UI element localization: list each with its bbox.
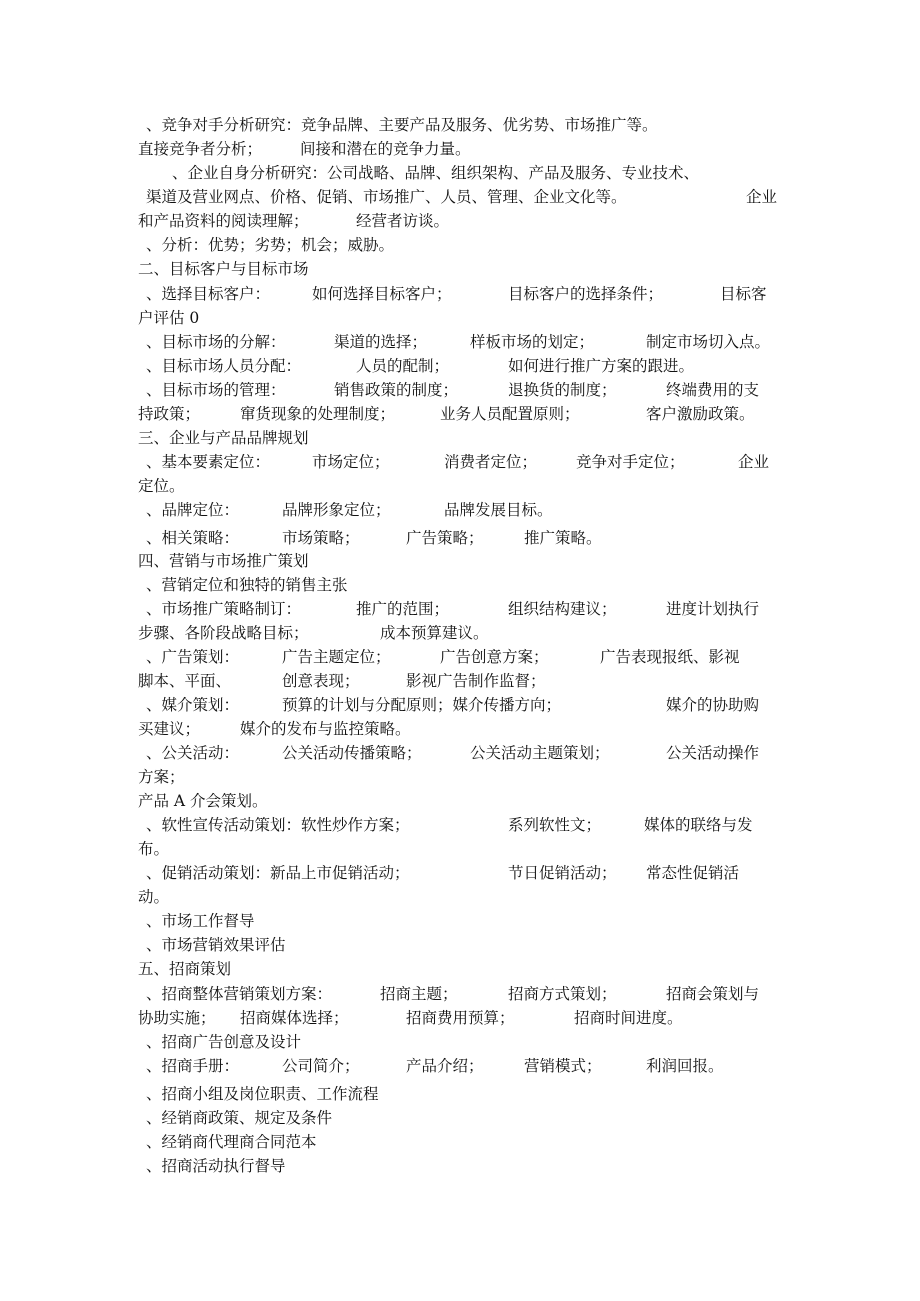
text-segment: 、市场工作督导 [146, 912, 255, 930]
text-segment: 成本预算建议。 [380, 624, 489, 642]
text-line [138, 161, 778, 185]
text-line [138, 137, 778, 161]
text-line [138, 306, 778, 330]
text-line [138, 645, 778, 669]
text-segment: 企业 [746, 188, 778, 206]
text-segment: 预算的计划与分配原则；媒介传播方向； [282, 696, 562, 714]
text-segment: 渠道的选择； [334, 333, 428, 351]
text-segment: 户评估 0 [138, 309, 200, 327]
text-line [138, 909, 778, 933]
text-segment: 推广策略。 [524, 529, 602, 547]
text-segment: 招商时间进度。 [574, 1009, 683, 1027]
text-line [138, 861, 778, 885]
text-segment: 间接和潜在的竞争力量。 [300, 140, 471, 158]
text-segment: 广告创意方案； [440, 648, 549, 666]
text-line [138, 933, 778, 957]
text-line [138, 765, 778, 789]
text-line [138, 1030, 778, 1054]
text-segment: 媒介的发布与监控策略。 [240, 720, 411, 738]
section-heading [138, 426, 778, 450]
text-line [138, 1154, 778, 1178]
text-segment: 系列软性文； [508, 816, 602, 834]
text-segment: 人员的配制； [356, 357, 450, 375]
text-line [138, 693, 778, 717]
text-segment: 品牌形象定位； [282, 501, 391, 519]
text-segment: 、媒介策划： [146, 696, 240, 714]
text-segment: 制定市场切入点。 [646, 333, 771, 351]
text-segment: 买建议； [138, 720, 201, 738]
text-segment: 进度计划执行 [666, 600, 760, 618]
text-segment: 如何选择目标客户； [312, 285, 452, 303]
text-line [138, 233, 778, 257]
text-segment: 媒体的联络与发 [644, 816, 753, 834]
text-segment: 产品 A 介会策划。 [138, 792, 268, 810]
text-segment: 节日促销活动； [508, 864, 617, 882]
text-segment: 业务人员配置原则； [440, 405, 580, 423]
text-segment: 方案； [138, 768, 185, 786]
text-segment: 市场策略； [282, 529, 360, 547]
text-line [138, 1054, 778, 1078]
text-segment: 、竞争对手分析研究：竞争品牌、主要产品及服务、优劣势、市场推广等。 [146, 116, 658, 134]
text-segment: 、软性宣传活动策划：软性炒作方案； [146, 816, 410, 834]
text-segment: 、经销商代理商合同范本 [146, 1133, 317, 1151]
text-segment: 客户激励政策。 [646, 405, 755, 423]
text-line [138, 597, 778, 621]
text-line [138, 621, 778, 645]
text-segment: 退换货的制度； [508, 381, 617, 399]
text-segment: 利润回报。 [646, 1057, 724, 1075]
text-segment: 、广告策划： [146, 648, 240, 666]
text-segment: 渠道及营业网点、价格、促销、市场推广、人员、管理、企业文化等。 [146, 188, 627, 206]
text-line [138, 526, 778, 550]
text-segment: 目标客 [720, 285, 767, 303]
text-line [138, 330, 778, 354]
text-line [138, 885, 778, 909]
text-line [138, 402, 778, 426]
text-segment: 招商主题； [380, 985, 458, 1003]
text-segment: 、经销商政策、规定及条件 [146, 1109, 333, 1127]
text-segment: 、目标市场的管理： [146, 381, 286, 399]
text-segment: 、市场推广策略制订： [146, 600, 302, 618]
text-segment: 常态性促销活 [646, 864, 740, 882]
text-segment: 样板市场的划定； [470, 333, 595, 351]
text-segment: 、招商广告创意及设计 [146, 1033, 302, 1051]
text-line [138, 717, 778, 741]
section-heading [138, 549, 778, 573]
text-segment: 定位。 [138, 477, 185, 495]
text-line [138, 741, 778, 765]
text-segment: 协助实施； [138, 1009, 216, 1027]
text-segment: 、目标市场的分解： [146, 333, 286, 351]
text-line [138, 789, 778, 813]
text-segment: 持政策； [138, 405, 201, 423]
text-segment: 、招商活动执行督导 [146, 1157, 286, 1175]
text-segment: 如何进行推广方案的跟进。 [508, 357, 695, 375]
text-segment: 市场定位； [312, 453, 390, 471]
text-line [138, 837, 778, 861]
text-segment: 、营销定位和独特的销售主张 [146, 576, 348, 594]
text-line [138, 378, 778, 402]
text-segment: 动。 [138, 888, 170, 906]
text-segment: 、公关活动： [146, 744, 240, 762]
text-segment: 营销模式； [524, 1057, 602, 1075]
text-segment: 公关活动主题策划； [470, 744, 610, 762]
text-segment: 企业 [738, 453, 770, 471]
text-segment: 目标客户的选择条件； [508, 285, 664, 303]
text-segment: 推广的范围； [356, 600, 450, 618]
text-line [138, 1130, 778, 1154]
text-segment: 媒介的协助购 [666, 696, 760, 714]
text-line [138, 282, 778, 306]
text-line [138, 474, 778, 498]
text-segment: 、品牌定位： [146, 501, 240, 519]
text-line [138, 209, 778, 233]
text-segment: 影视广告制作监督； [406, 672, 546, 690]
text-segment: 、基本要素定位： [146, 453, 271, 471]
text-segment: 、招商小组及岗位职责、工作流程 [146, 1085, 379, 1103]
text-line [138, 573, 778, 597]
text-line [138, 1006, 778, 1030]
section-heading [138, 257, 778, 281]
text-line [138, 813, 778, 837]
text-segment: 和产品资料的阅读理解； [138, 212, 309, 230]
text-line [138, 1082, 778, 1106]
text-segment: 、招商手册： [146, 1057, 240, 1075]
text-segment: 广告主题定位； [282, 648, 391, 666]
text-segment: 公关活动传播策略； [282, 744, 422, 762]
text-segment: 、招商整体营销策划方案： [146, 985, 333, 1003]
text-segment: 布。 [138, 840, 170, 858]
text-segment: 二、目标客户与目标市场 [138, 260, 309, 278]
text-line [138, 982, 778, 1006]
text-segment: 消费者定位； [444, 453, 538, 471]
text-segment: 窜货现象的处理制度； [240, 405, 396, 423]
text-segment: 、促销活动策划：新品上市促销活动； [146, 864, 410, 882]
text-segment: 产品介绍； [406, 1057, 484, 1075]
text-line [138, 354, 778, 378]
text-segment: 招商会策划与 [666, 985, 760, 1003]
text-segment: 广告策略； [406, 529, 484, 547]
text-segment: 销售政策的制度； [334, 381, 459, 399]
text-segment: 、分析：优势；劣势；机会；威胁。 [146, 236, 395, 254]
text-segment: 品牌发展目标。 [444, 501, 553, 519]
text-segment: 终端费用的支 [666, 381, 760, 399]
text-segment: 步骤、各阶段战略目标； [138, 624, 309, 642]
text-segment: 三、企业与产品品牌规划 [138, 429, 309, 447]
text-segment: 、相关策略： [146, 529, 240, 547]
text-segment: 四、营销与市场推广策划 [138, 552, 309, 570]
text-segment: 五、招商策划 [138, 960, 232, 978]
section-heading [138, 957, 778, 981]
text-line [138, 450, 778, 474]
text-segment: 、选择目标客户： [146, 285, 271, 303]
text-segment: 、目标市场人员分配： [146, 357, 302, 375]
text-segment: 竞争对手定位； [576, 453, 685, 471]
text-segment: 、市场营销效果评估 [146, 936, 286, 954]
text-segment: 直接竞争者分析； [138, 140, 263, 158]
text-line [138, 669, 778, 693]
text-segment: 招商媒体选择； [240, 1009, 349, 1027]
text-line [138, 498, 778, 522]
text-segment: 公关活动操作 [666, 744, 760, 762]
text-segment: 、企业自身分析研究：公司战略、品牌、组织架构、产品及服务、专业技术、 [172, 164, 700, 182]
text-segment: 公司简介； [282, 1057, 360, 1075]
text-segment: 招商方式策划； [508, 985, 617, 1003]
text-segment: 广告表现报纸、影视 [600, 648, 740, 666]
text-segment: 经营者访谈。 [356, 212, 450, 230]
text-segment: 脚本、平面、 [138, 672, 232, 690]
text-line [138, 113, 778, 137]
text-line [138, 1106, 778, 1130]
text-segment: 招商费用预算； [406, 1009, 515, 1027]
text-segment: 组织结构建议； [508, 600, 617, 618]
text-segment: 创意表现； [282, 672, 360, 690]
text-line [138, 185, 778, 209]
